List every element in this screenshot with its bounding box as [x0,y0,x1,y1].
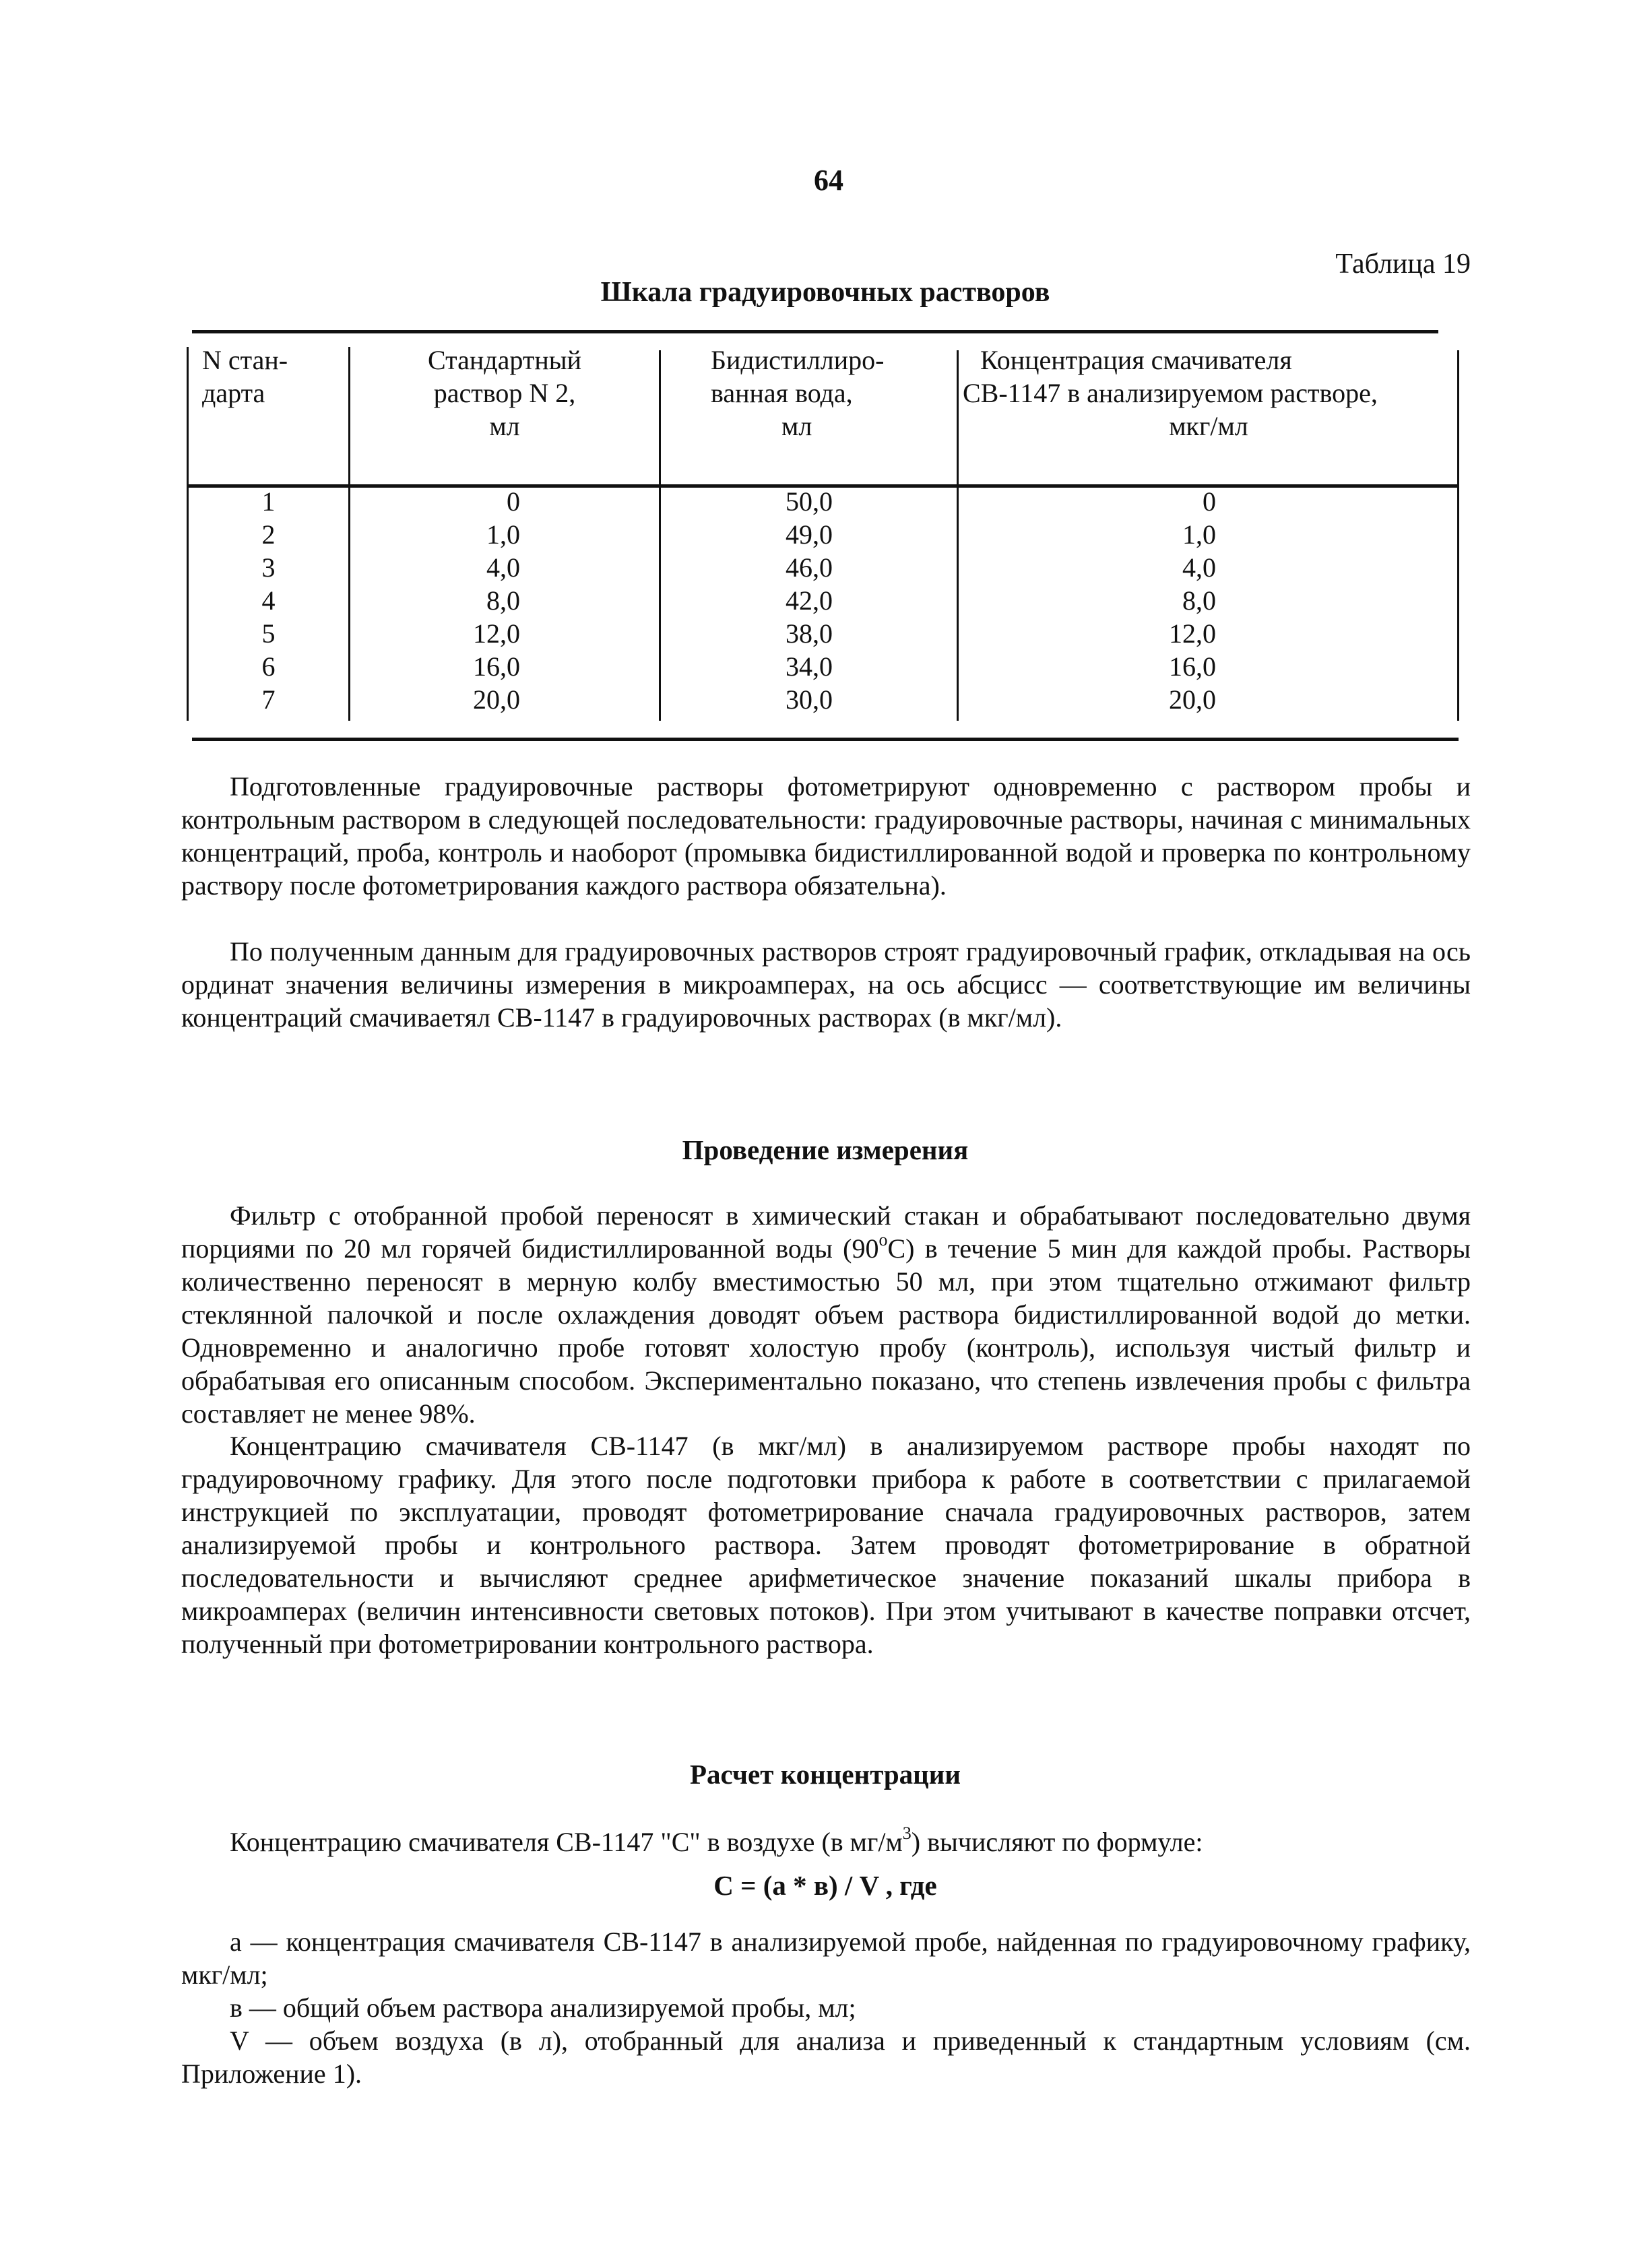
paragraph-filter-processing [181,1199,1471,1430]
table-cell: 4 [261,585,276,616]
header-line: Стандартный [427,345,582,375]
table-cell: 16,0 [473,651,520,682]
table-cell: 1 [261,486,276,517]
table-cell: 20,0 [1169,684,1216,715]
header-line: Концентрация смачивателя [980,345,1292,375]
table-header-standard-number [202,344,344,410]
header-line: ванная вода, [711,378,853,408]
table-column-standard-number [189,485,348,716]
table-cell: 8,0 [1182,585,1216,616]
definition-v-upper: V — объем воздуха (в л), отобранный для анализа и приведенный к стандартным условиям (см. Приложение 1). [181,2026,1471,2089]
table-header-concentration [960,344,1457,443]
definition-v-lower: в — общий объем раствора анализируемой пробы, мл; [230,1992,856,2023]
table-cell: 3 [261,552,276,583]
text: ) вычисляют по формуле: [911,1827,1203,1857]
table-cell: 1,0 [486,519,520,550]
table-cell: 38,0 [786,618,833,649]
section-heading-calculation: Расчет концентрации [689,1759,961,1790]
table-cell: 5 [261,618,276,649]
cubic-superscript: 3 [902,1823,912,1843]
table-cell: 42,0 [786,585,833,616]
table-column-standard-solution [350,485,520,716]
header-line: раствор N 2, [433,378,576,408]
table-cell: 4,0 [1182,552,1216,583]
table-cell: 1,0 [1182,519,1216,550]
table-top-rule [192,330,1438,333]
header-line: Бидистиллиро- [711,345,885,375]
paragraph-formula-intro [181,1825,1471,1858]
paragraph-concentration-determination: Концентрацию смачивателя СВ-1147 (в мкг/мл) в анализируемом растворе пробы находят по градуировочному графику. Для этого после подготовки прибора к работе в соответствии с прилагаемой инструкцией по эксплуатации, проводят фотометрирование сначала градуировочных растворов, затем анализируемой пробы и контрольного раствора. Затем проводят фотометрирование в обратной последовательности и вычисляют среднее арифметическое значение показаний шкалы прибора в микроамперах (величин интенсивности световых потоков). При этом учитывают в качестве поправки отсчет, полученный при фотометрировании контрольного раствора. [181,1431,1471,1659]
table-cell: 7 [261,684,276,715]
table-label: Таблица 19 [1335,249,1471,280]
definition-a: а — концентрация смачивателя СВ-1147 в анализируемой пробе, найденная по градуировочному графику, мкг/мл; [181,1926,1471,1990]
table-bottom-rule [192,738,1459,741]
header-line: мл [489,411,520,441]
table-cell: 4,0 [486,552,520,583]
table-title: Шкала градуировочных растворов [600,277,1050,308]
table-cell: 6 [261,651,276,682]
table-column-concentration [959,485,1216,716]
page-number: 64 [814,164,843,197]
header-line: дарта [202,378,265,408]
formula: С = (а * в) / V , где [713,1870,937,1901]
header-line: N стан- [202,345,288,375]
text: Фильтр с отобранной пробой переносят в химический стакан и обрабатывают последовательно двумя порциями по 20 мл горячей бидистиллированной воды (90 [181,1200,1471,1264]
table-cell: 12,0 [473,618,520,649]
table-cell: 49,0 [786,519,833,550]
text: Концентрацию смачивателя СВ-1147 "С" в воздухе (в мг/м [230,1827,903,1857]
table-cell: 8,0 [486,585,520,616]
header-line: мл [781,411,812,441]
paragraph-photometry-order: Подготовленные градуировочные растворы фотометрируют одновременно с раствором пробы и контрольным раствором в следующей последовательности: градуировочные растворы, начиная с минимальных концентраций, проба, контроль и наоборот (промывка бидистиллированной водой и проверка по контрольному раствору после фотометрирования каждого раствора обязательна). [181,771,1471,901]
table-cell: 0 [507,486,520,517]
table-cell: 50,0 [786,486,833,517]
table-cell: 46,0 [786,552,833,583]
header-line: мкг/мл [1169,411,1248,441]
table-cell: 20,0 [473,684,520,715]
table-cell: 12,0 [1169,618,1216,649]
degree-superscript: о [878,1230,888,1250]
table-cell: 2 [261,519,276,550]
table-cell: 34,0 [786,651,833,682]
table-right-border [1457,350,1459,721]
text: С) в течение 5 мин для каждой пробы. Растворы количественно переносят в мерную колбу вместимостью 50 мл, при этом тщательно отжимают фильтр стеклянной палочкой и после охлаждения доводят объем раствора бидистиллированной водой до метки. Одновременно и аналогично пробе готовят холостую пробу (контроль), используя чистый фильтр и обрабатывая его описанным способом. Экспериментально показано, что степень извлечения пробы с фильтра составляет не менее 98%. [181,1233,1471,1429]
header-line: СВ-1147 в анализируемом растворе, [963,378,1378,408]
table-cell: 16,0 [1169,651,1216,682]
section-heading-measurement: Проведение измерения [682,1134,969,1165]
table-cell: 30,0 [786,684,833,715]
table-cell: 0 [1203,486,1216,517]
paragraph-calibration-graph: По полученным данным для градуировочных растворов строят градуировочный график, откладывая на ось ординат значения величины измерения в микроамперах, на ось абсцисс — соответствующие им величины концентраций смачиваетял СВ-1147 в градуировочных растворах (в мкг/мл). [181,936,1471,1033]
table-header-distilled-water [711,344,953,443]
table-column-distilled-water [661,485,957,716]
table-header-standard-solution [350,344,659,443]
